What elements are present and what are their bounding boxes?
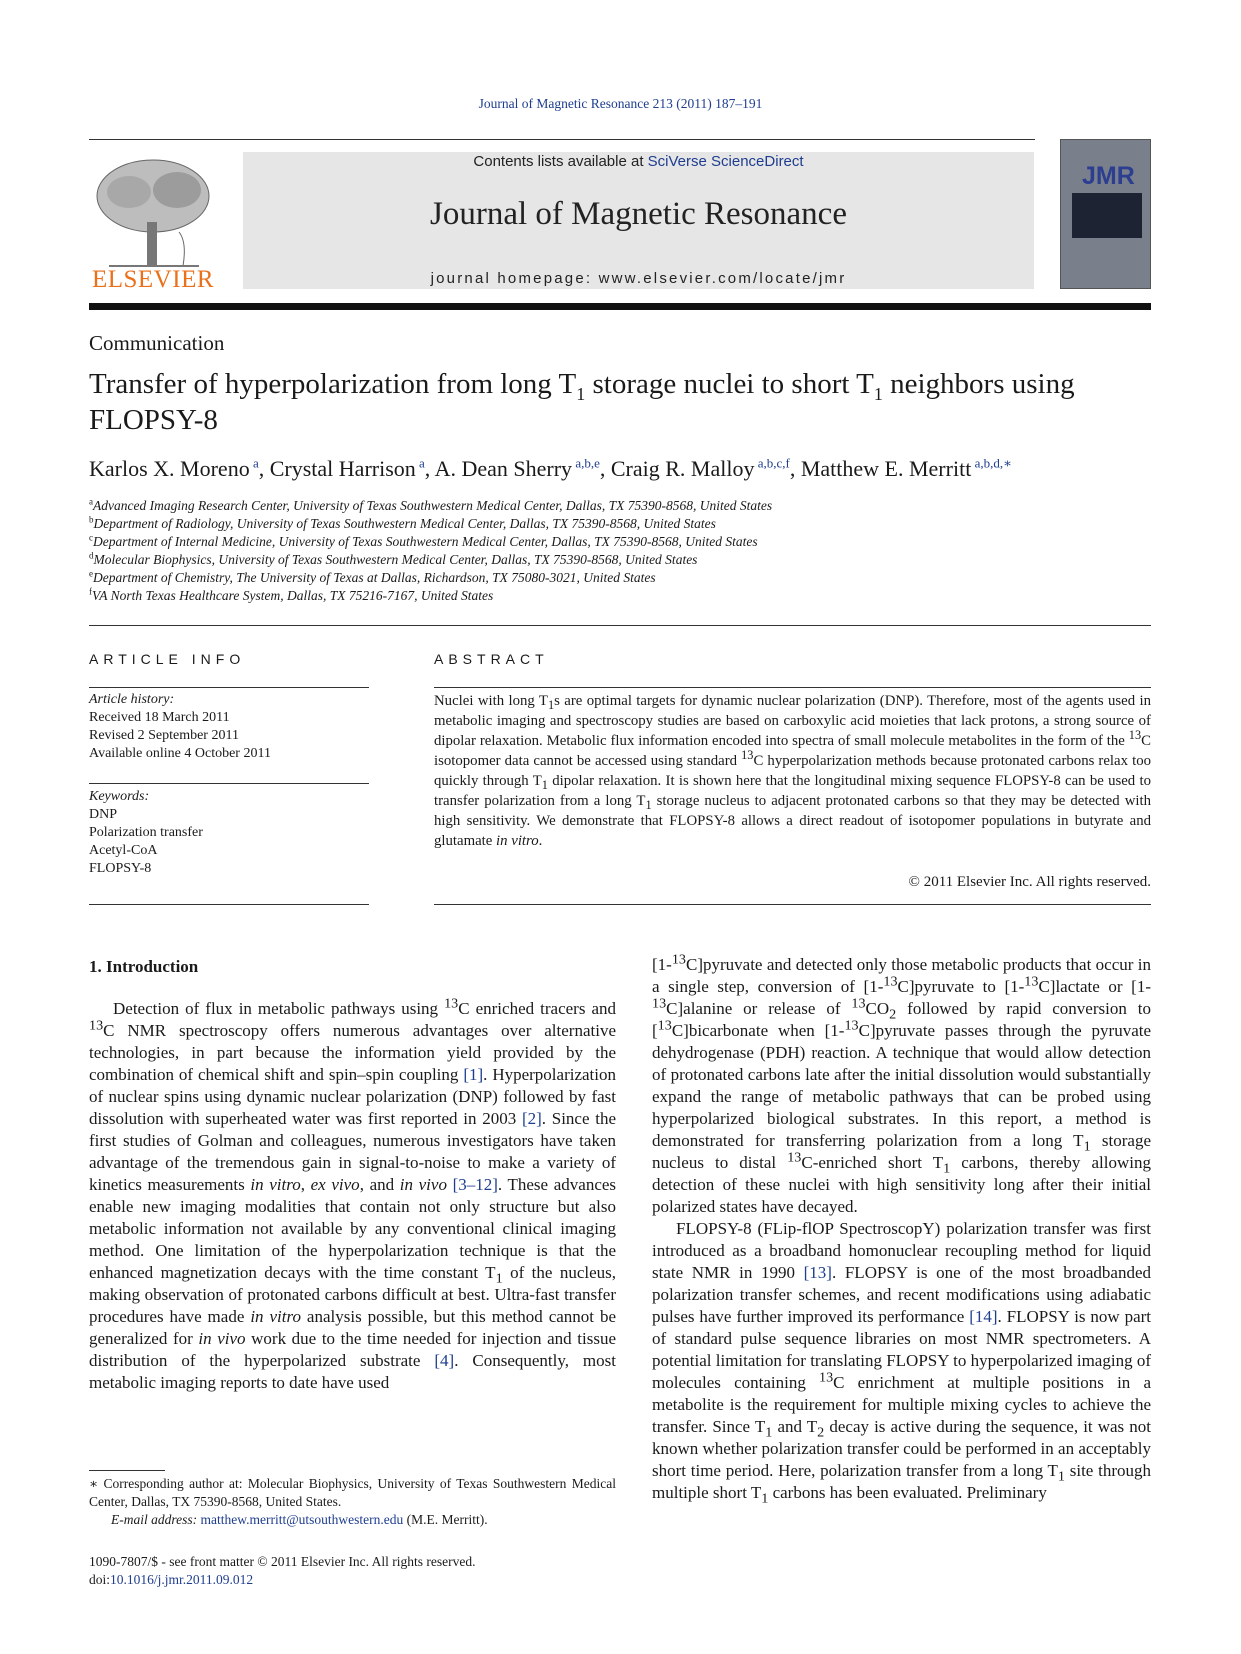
affiliation-item: $^f$VA North Texas Healthcare System, Dallas, TX 75216-7167, United States: [89, 586, 494, 603]
affiliation-item: $^a$Advanced Imaging Research Center, University of Texas Southwestern Medical Center, Dallas, TX 75390-8568, United States: [89, 496, 773, 513]
author-name[interactable]: Craig R. Malloy: [610, 456, 755, 481]
keyword-item: Polarization transfer: [89, 825, 203, 840]
author-separator: ,: [789, 456, 801, 481]
divider: [89, 904, 369, 905]
author-affiliation-marker[interactable]: a,b,c,f: [754, 455, 790, 471]
author-list: [89, 456, 1151, 482]
author-name[interactable]: Karlos X. Moreno: [89, 456, 250, 481]
issn-line: 1090-7807/$ - see front matter © 2011 Elsevier Inc. All rights reserved.: [89, 1554, 476, 1569]
keyword-item: FLOPSY-8: [89, 861, 152, 876]
divider: [89, 625, 1151, 626]
body-paragraph: [1-$^{13}$C]pyruvate and detected only those metabolic products that occur in a single step, conversion of [1-$^{13}$C]pyruvate to [1-$^{13}$C]lactate or [1-$^{13}$C]alanine or release of $^{13}CO_2$ followed by rapid conversion to [$^{13}$C]bicarbonate when [1-$^{13}$C]pyruvate passes through the pyruvate dehydrogenase (PDH) reaction. A technique that would allow detection of protonated carbons late after the initial dissolution would substantially expand the range of metabolic pathways that can be probed using hyperpolarized biological substrates. In this report, a method is demonstrated for transferring polarization from a long $T_1$ storage nucleus to distal $^{13}$C-enriched short $T_1$ carbons, thereby allowing detection of these nuclei with high sensitivity long after their initial polarized states have decayed.: [652, 951, 1152, 1216]
elsevier-wordmark: ELSEVIER: [91, 266, 215, 293]
title-part: neighbors using FLOPSY-8: [89, 368, 1075, 436]
article-info-heading: ARTICLE INFO: [89, 651, 246, 667]
contents-prefix: Contents lists available at: [473, 153, 648, 170]
body-column-right: [652, 951, 1152, 1507]
cover-title: JMR: [1082, 162, 1135, 190]
article-type: Communication: [89, 331, 225, 355]
author-name[interactable]: Crystal Harrison: [269, 456, 416, 481]
corresponding-footnote: [89, 1475, 616, 1529]
author-separator: ,: [599, 456, 611, 481]
body-column-left: [89, 995, 617, 1394]
article-title: [89, 366, 1151, 438]
affiliation-item: $^d$Molecular Biophysics, University of Texas Southwestern Medical Center, Dallas, TX 75390-8568, United States: [89, 550, 698, 567]
divider: [89, 687, 369, 688]
email-line: [89, 1511, 616, 1529]
email-suffix: (M.E. Merritt).: [403, 1512, 488, 1527]
keywords-label: Keywords:: [89, 789, 150, 804]
author-separator: ,: [258, 456, 270, 481]
history-item: Received 18 March 2011: [89, 710, 230, 725]
divider: [434, 904, 1151, 905]
title-sub: 1: [576, 383, 586, 404]
sciencedirect-link[interactable]: SciVerse ScienceDirect: [647, 153, 804, 170]
abstract-text: Nuclei with long $T_1s$ are optimal targets for dynamic nuclear polarization (DNP). Therefore, most of the agents used in metabolic imaging and spectroscopy studies are based on carboxylic acid moieties that lack protons, a strong source of dipolar relaxation. Metabolic flux information encoded into spectra of small molecule metabolites in the form of the $^{13}$C isotopomer data cannot be accessed using standard $^{13}$C hyperpolarization methods because protonated carbons relax too quickly through $T_1$ dipolar relaxation. It is shown here that the longitudinal mixing sequence FLOPSY-8 can be used to transfer polarization from a long $T_1$ storage nucleus to adjacent protonated carbons so that they may be detected with high sensitivity. We demonstrate that FLOPSY-8 allows a direct readout of isotopomer populations in butyrate and glutamate in vitro.: [434, 693, 1151, 849]
keyword-item: DNP: [89, 807, 118, 822]
article-history: [89, 691, 369, 763]
contents-line: [243, 153, 1034, 170]
history-item: Revised 2 September 2011: [89, 728, 239, 743]
divider: [89, 783, 369, 784]
affiliation-item: $^e$Department of Chemistry, The University of Texas at Dallas, Richardson, TX 75080-3021, United States: [89, 568, 656, 585]
history-label: Article history:: [89, 692, 175, 707]
affiliation-item: $^c$Department of Internal Medicine, University of Texas Southwestern Medical Center, Dallas, TX 75390-8568, United States: [89, 532, 758, 549]
copyright-line: © 2011 Elsevier Inc. All rights reserved.: [908, 874, 1151, 890]
front-matter: [89, 1553, 689, 1589]
author-name[interactable]: A. Dean Sherry: [434, 456, 573, 481]
keyword-item: Acetyl-CoA: [89, 843, 158, 858]
body-paragraph: FLOPSY-8 (FLip-flOP SpectroscopY) polarization transfer was first introduced as a broadband homonuclear recoupling method for liquid state NMR in 1990 [13]. FLOPSY is one of the most broadbanded polarization transfer schemes, and recent modifications using adiabatic pulses have further improved its performance [14]. FLOPSY is now part of standard pulse sequence libraries on most NMR spectrometers. A potential limitation for translating FLOPSY to hyperpolarized imaging of molecules containing $^{13}$C enrichment at multiple positions in a metabolite is the requirement for multiple mixing cycles to achieve the transfer. Since $T_1$ and $T_2$ decay is active during the sequence, it was not known whether polarization transfer could be performed in an acceptably short time period. Here, polarization transfer from a long $T_1$ site through multiple short $T_1$ carbons has been evaluated. Preliminary: [652, 1219, 1151, 1507]
doi-link[interactable]: 10.1016/j.jmr.2011.09.012: [110, 1572, 254, 1587]
doi-line: doi:10.1016/j.jmr.2011.09.012: [89, 1572, 254, 1587]
email-label: E-mail address:: [111, 1512, 201, 1527]
affiliation-item: $^b$Department of Radiology, University of Texas Southwestern Medical Center, Dallas, TX 75390-8568, United States: [89, 514, 716, 531]
title-sub: 1: [873, 383, 883, 404]
journal-reference[interactable]: Journal of Magnetic Resonance 213 (2011) 187–191: [478, 96, 763, 111]
email-link[interactable]: matthew.merritt@utsouthwestern.edu: [200, 1512, 404, 1527]
author-separator: ,: [424, 456, 435, 481]
footnote-rule: [89, 1470, 165, 1471]
corresponding-author: ∗ Corresponding author at: Molecular Biophysics, University of Texas Southwestern Medical Center, Dallas, TX 75390-8568, United States.: [89, 1476, 616, 1509]
header-thick-rule: [89, 303, 1151, 310]
journal-homepage[interactable]: journal homepage: www.elsevier.com/locate/jmr: [430, 270, 847, 287]
divider: [434, 687, 1151, 688]
title-part: Transfer of hyperpolarization from long T: [89, 368, 577, 400]
author-name[interactable]: Matthew E. Merritt: [800, 456, 972, 481]
journal-title: Journal of Magnetic Resonance: [430, 196, 847, 232]
abstract-heading: ABSTRACT: [434, 651, 549, 667]
body-paragraph: Detection of flux in metabolic pathways using $^{13}$C enriched tracers and $^{13}$C NMR spectroscopy offers numerous advantages over alternative technologies, in part because the information yield provided by the combination of chemical shift and spin–spin coupling [1]. Hyperpolarization of nuclear spins using dynamic nuclear polarization (DNP) followed by fast dissolution with superheated water was first reported in 2003 [2]. Since the first studies of Golman and colleagues, numerous investigators have taken advantage of the tremendous gain in signal-to-noise to make a variety of kinetics measurements in vitro, ex vivo, and in vivo [3–12]. These advances enable new imaging modalities that contain not only structure but also metabolic information not available by any conventional clinical imaging method. One limitation of the hyperpolarization technique is that the enhanced magnetization decays with the time constant $T_1$ of the nucleus, making observation of protonated carbons difficult at best. Ultra-fast transfer procedures have made in vitro analysis possible, but this method cannot be generalized for in vivo work due to the time needed for injection and tissue distribution of the hyperpolarized substrate [4]. Consequently, most metabolic imaging reports to date have used: [89, 995, 617, 1392]
title-part: storage nuclei to short T: [585, 368, 874, 400]
header-rule: [89, 139, 1035, 140]
author-affiliation-marker[interactable]: a,b,d,∗: [971, 455, 1012, 471]
section-heading: 1. Introduction: [89, 957, 199, 976]
author-affiliation-marker[interactable]: a: [249, 455, 259, 471]
author-affiliation-marker[interactable]: a,b,e: [572, 455, 600, 471]
cover-image: [1072, 193, 1142, 238]
keywords: [89, 788, 369, 878]
affiliation-list: [89, 497, 1151, 605]
history-item: Available online 4 October 2011: [89, 746, 271, 761]
author-affiliation-marker[interactable]: a: [415, 455, 425, 471]
